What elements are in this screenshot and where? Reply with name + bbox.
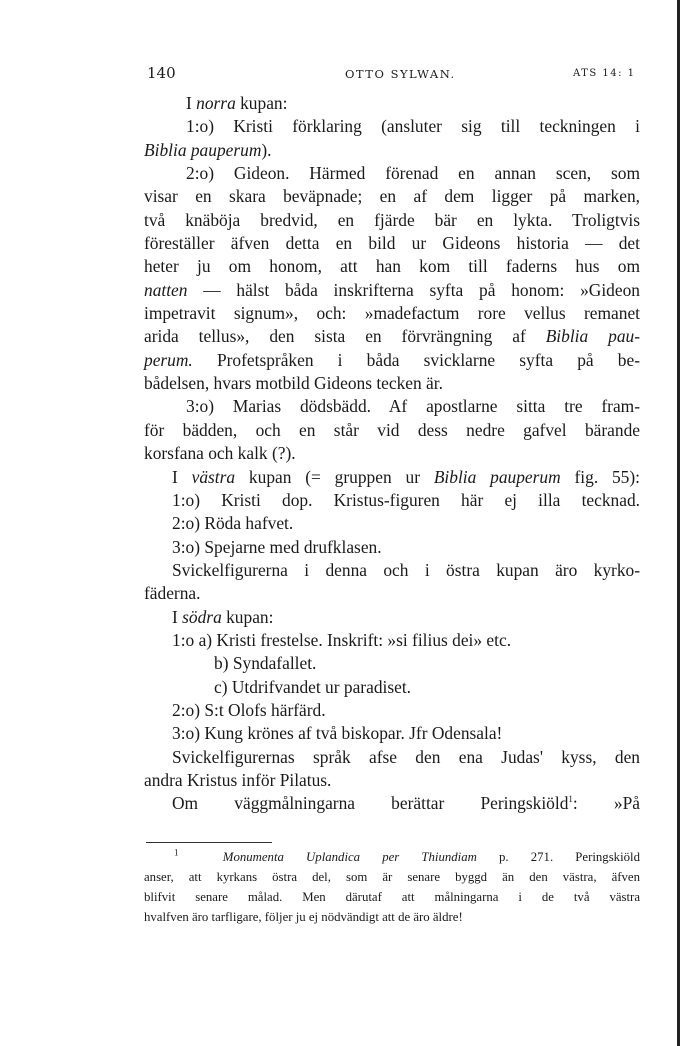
- footnote: [144, 847, 640, 927]
- text-line: Om väggmålningarna berättar Peringskiöld$^1$: »På: [172, 793, 641, 814]
- archive-signature: ATS 14: 1: [573, 68, 636, 79]
- page-number: 140: [147, 64, 176, 82]
- text-line: 3:o) Kung krönes af två biskopar. Jfr Odensala!: [172, 723, 503, 744]
- text-line: perum. Profetspråken i båda svicklarne syfta på be-: [144, 349, 640, 370]
- text-line: 2:o) S:t Olofs härfärd.: [172, 699, 326, 720]
- page-header: [0, 64, 680, 88]
- text-line: 1:o a) Kristi frestelse. Inskrift: »si filius dei» etc.: [172, 629, 512, 650]
- text-line: natten — hälst båda inskrifterna syfta på honom: »Gideon: [144, 279, 640, 300]
- text-line: bådelsen, hvars motbild Gideons tecken är.: [144, 373, 443, 394]
- text-line: Svickelfigurerna i denna och i östra kupan äro kyrko-: [172, 559, 640, 580]
- text-line: I västra kupan (= gruppen ur Biblia pauperum fig. 55):: [172, 466, 641, 487]
- text-line: c) Utdrifvandet ur paradiset.: [214, 676, 412, 697]
- text-line: I södra kupan:: [172, 606, 274, 627]
- text-line: Svickelfigurernas språk afse den ena Judas' kyss, den: [172, 746, 640, 767]
- footnote-rule: [146, 842, 272, 843]
- text-line: föreställer äfven detta en bild ur Gideons historia — det: [144, 233, 640, 254]
- text-line: arida tellus», den sista en förvrängning af Biblia pau-: [144, 326, 640, 347]
- text-line: impetravit signum», och: »madefactum rore vellus remanet: [144, 303, 640, 324]
- text-line: 2:o) Gideon. Härmed förenad en annan scen, som: [186, 163, 640, 184]
- text-line: för bädden, och en står vid dess nedre gafvel bärande: [144, 419, 640, 440]
- text-line: I norra kupan:: [186, 93, 288, 113]
- text-line: Biblia pauperum).: [144, 139, 272, 160]
- text-line: visar en skara beväpnade; en af dem ligger på marken,: [144, 186, 640, 207]
- text-line: 3:o) Marias dödsbädd. Af apostlarne sitta tre fram-: [186, 396, 640, 417]
- text-line: 2:o) Röda hafvet.: [172, 513, 294, 534]
- text-line: 1:o) Kristi dop. Kristus-figuren här ej illa tecknad.: [172, 489, 640, 510]
- text-line: b) Syndafallet.: [214, 653, 317, 674]
- footnote-line: hvalfven äro tarfligare, följer ju ej nödvändigt att de äro äldre!: [144, 910, 463, 925]
- text-line: korsfana och kalk (?).: [144, 443, 296, 464]
- footnote-line: blifvit senare målad. Men därutaf att målningarna i de två västra: [144, 890, 640, 905]
- text-line: andra Kristus inför Pilatus.: [144, 769, 332, 790]
- text-line: fäderna.: [144, 583, 201, 604]
- text-line: heter ju om honom, att han kom till faderns hus om: [144, 256, 640, 277]
- text-line: 1:o) Kristi förklaring (ansluter sig till teckningen i: [186, 116, 640, 137]
- footnote-line: $^1$ Monumenta Uplandica per Thiundiam p. 271. Peringskiöld: [174, 847, 640, 864]
- body-text: [144, 92, 640, 816]
- footnote-marker: 1: [174, 847, 179, 858]
- footnote-reference: 1: [568, 794, 573, 805]
- footnote-line: anser, att kyrkans östra del, som är senare byggd än den västra, äfven: [144, 870, 640, 885]
- text-line: två knäböja bredvid, en fjärde bär en lykta. Troligtvis: [144, 209, 640, 230]
- running-title: OTTO SYLWAN.: [345, 67, 456, 81]
- text-line: 3:o) Spejarne med drufklasen.: [172, 536, 382, 557]
